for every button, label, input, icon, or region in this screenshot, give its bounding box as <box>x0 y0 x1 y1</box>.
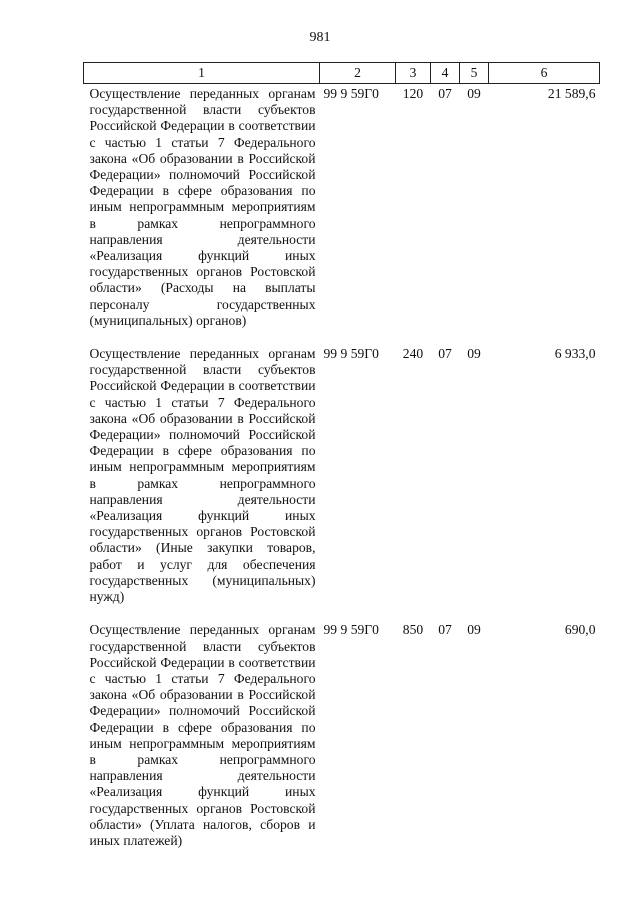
row-section: 07 <box>438 346 452 362</box>
row-amount: 690,0 <box>564 622 596 638</box>
table-row <box>84 344 600 620</box>
column-header: 2 <box>320 63 396 84</box>
row-description: Осуществление переданных органам государственной власти субъектов Российской Федерации в соответствии с частью 1 статьи 7 Федерального закона «Об образовании в Российской Федерации» полномочий Российской Федерации в сфере образования по иным непрограммным мероприятиям в рамках непрограммного направления деятельности «Реализация функций иных государственных органов Ростовской области» (Расходы на выплаты персоналу государственных (муниципальных) органов) <box>89 86 316 328</box>
row-subsection: 09 <box>467 346 481 362</box>
row-expense-type: 120 <box>402 86 424 101</box>
page-number: 981 <box>309 30 331 45</box>
row-section: 07 <box>438 86 452 101</box>
table-row <box>84 84 600 345</box>
row-expense-type: 240 <box>402 346 424 362</box>
column-header: 5 <box>460 63 489 84</box>
row-target-code: 99 9 59Г0 <box>323 86 379 101</box>
table-row <box>84 620 600 864</box>
column-header: 6 <box>489 63 600 84</box>
row-subsection: 09 <box>467 86 481 101</box>
budget-table <box>83 62 600 864</box>
row-amount: 6 933,0 <box>554 346 596 362</box>
row-target-code: 99 9 59Г0 <box>323 346 379 362</box>
row-section: 07 <box>438 622 452 638</box>
row-description: Осуществление переданных органам государственной власти субъектов Российской Федерации в соответствии с частью 1 статьи 7 Федерального закона «Об образовании в Российской Федерации» полномочий Российской Федерации в сфере образования по иным непрограммным мероприятиям в рамках непрограммного направления деятельности «Реализация функций иных государственных органов Ростовской области» (Уплата налогов, сборов и иных платежей) <box>89 622 316 848</box>
row-amount: 21 589,6 <box>547 86 596 101</box>
row-expense-type: 850 <box>402 622 424 638</box>
row-description: Осуществление переданных органам государственной власти субъектов Российской Федерации в соответствии с частью 1 статьи 7 Федерального закона «Об образовании в Российской Федерации» полномочий Российской Федерации в сфере образования по иным непрограммным мероприятиям в рамках непрограммного направления деятельности «Реализация функций иных государственных органов Ростовской области» (Иные закупки товаров, работ и услуг для обеспечения государственных (муниципальных) нужд) <box>89 346 316 605</box>
column-header: 4 <box>431 63 460 84</box>
column-header: 1 <box>84 63 320 84</box>
row-subsection: 09 <box>467 622 481 638</box>
row-target-code: 99 9 59Г0 <box>323 622 379 638</box>
table-header-row <box>84 63 600 84</box>
column-header: 3 <box>396 63 431 84</box>
